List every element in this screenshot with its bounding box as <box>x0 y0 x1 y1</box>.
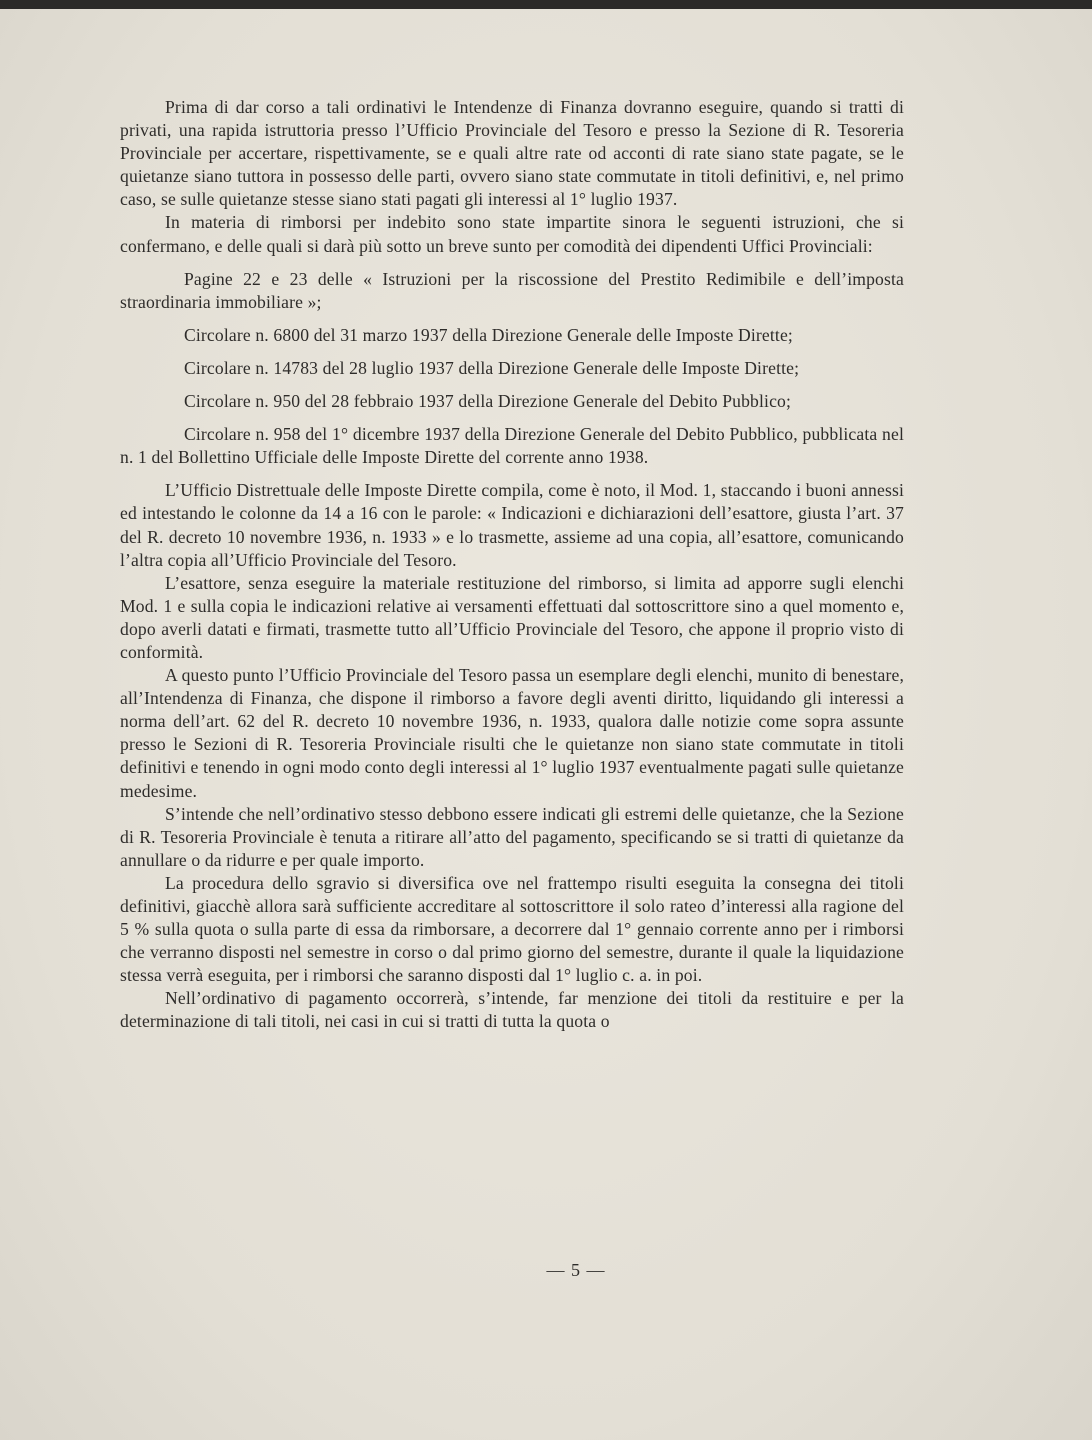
paragraph-ufficio-distrettuale: L’Ufficio Distrettuale delle Imposte Dirette compila, come è noto, il Mod. 1, staccando i buoni annessi ed intestando le colonne da 14 a 16 con le parole: « Indicazioni e dichiarazioni dell’esattore, giusta l’art. 37 del R. decreto 10 novembre 1936, n. 1933 » e lo trasmette, assieme ad una copia, all’esattore, comunicando l’altra copia all’Ufficio Provinciale del Tesoro. <box>120 480 904 570</box>
page-number <box>0 1260 1092 1281</box>
paragraph-esattore: L’esattore, senza eseguire la materiale restituzione del rimborso, si limita ad apporre sugli elenchi Mod. 1 e sulla copia le indicazioni relative ai versamenti effettuati dal sottoscrittore sino a quel momento e, dopo averli datati e firmati, trasmette tutto all’Ufficio Provinciale del Tesoro, che appone il proprio visto di conformità. <box>120 572 904 662</box>
scan-edge <box>0 0 1092 9</box>
paragraph-intro: Prima di dar corso a tali ordinativi le Intendenze di Finanza dovranno eseguire, quando si tratti di privati, una rapida istruttoria presso l’Ufficio Provinciale del Tesoro e presso la Sezione di R. Tesoreria Provinciale per accertare, rispettivamente, se e quali altre rate od acconti di rate siano state pagate, se le quietanze siano tuttora in possesso delle parti, ovvero siano state commutate in titoli definitivi, e, nel primo caso, se sulle quietanze stesse siano stati pagati gli interessi al 1° luglio 1937. <box>120 97 904 210</box>
paragraph-sgravio: La procedura dello sgravio si diversifica ove nel frattempo risulti eseguita la consegna dei titoli definitivi, giacchè allora sarà sufficiente accreditare al sottoscrittore il solo rateo d’interessi alla ragione del 5 % sulla quota o sulla parte di essa da rimborsare, a decorrere dal 1° gennaio corrente anno per i rimborsi che verranno disposti nel semestre in corso o dal primo giorno del semestre, durante il quale la liquidazione stessa verrà eseguita, per i rimborsi che saranno disposti dal 1° luglio c. a. in poi. <box>120 872 904 986</box>
citation-circolare-14783: Circolare n. 14783 del 28 luglio 1937 della Direzione Generale delle Imposte Dirette; <box>184 357 800 378</box>
page-number-text: — 5 — <box>546 1260 606 1280</box>
paragraph-ufficio-tesoro: A questo punto l’Ufficio Provinciale del Tesoro passa un esemplare degli elenchi, munito di benestare, all’Intendenza di Finanza, che dispone il rimborso a favore degli aventi diritto, liquidando gli interessi a norma dell’art. 62 del R. decreto 10 novembre 1936, n. 1933, qualora dalle notizie come sopra assunte presso le Sezioni di R. Tesoreria Provinciale risulti che le quietanze non siano state commutate in titoli definitivi e tenendo in ogni modo conto degli interessi al 1° luglio 1937 eventualmente pagati sulle quietanze medesime. <box>120 665 904 801</box>
citation-istruzioni: Pagine 22 e 23 delle « Istruzioni per la riscossione del Prestito Redimibile e dell’imposta straordinaria immobiliare »; <box>120 268 904 312</box>
citation-circolare-6800: Circolare n. 6800 del 31 marzo 1937 della Direzione Generale delle Imposte Dirette; <box>184 324 793 345</box>
paragraph-ordinativo: S’intende che nell’ordinativo stesso debbono essere indicati gli estremi delle quietanze, che la Sezione di R. Tesoreria Provinciale è tenuta a ritirare all’atto del pagamento, specificando se si tratti di quietanze da annullare o da ridurre e per quale importo. <box>120 803 904 870</box>
paragraph-rimborsi: In materia di rimborsi per indebito sono state impartite sinora le seguenti istruzioni, che si confermano, e delle quali si darà più sotto un breve sunto per comodità dei dipendenti Uffici Provinciali: <box>120 212 904 256</box>
body-text <box>120 96 904 1034</box>
paragraph-pagamento: Nell’ordinativo di pagamento occorrerà, s’intende, far menzione dei titoli da restituire e per la determinazione di tali titoli, nei casi in cui si tratti di tutta la quota o <box>120 988 904 1032</box>
citation-circolare-950: Circolare n. 950 del 28 febbraio 1937 della Direzione Generale del Debito Pubblico; <box>184 391 792 412</box>
citation-circolare-958: Circolare n. 958 del 1° dicembre 1937 della Direzione Generale del Debito Pubblico, pubblicata nel n. 1 del Bollettino Ufficiale delle Imposte Dirette del corrente anno 1938. <box>120 424 904 468</box>
